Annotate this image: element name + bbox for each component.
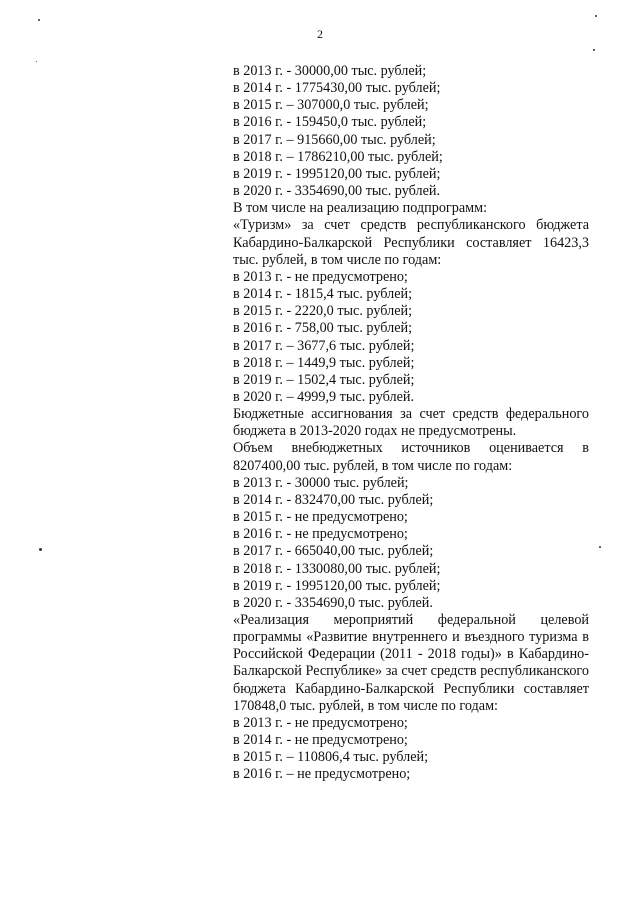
- text-line: в 2018 г. – 1449,9 тыс. рублей;: [233, 354, 415, 371]
- text-line: В том числе на реализацию подпрограмм:: [233, 200, 488, 217]
- text-line: в 2013 г. - не предусмотрено;: [233, 714, 408, 731]
- text-line: в 2019 г. - 1995120,00 тыс. рублей;: [233, 165, 441, 182]
- text-line: в 2013 г. - не предусмотрено;: [233, 268, 408, 285]
- text-line: в 2016 г. – не предусмотрено;: [233, 766, 411, 783]
- text-line: в 2016 г. - 159450,0 тыс. рублей;: [233, 114, 427, 131]
- text-line: в 2016 г. - 758,00 тыс. рублей;: [233, 320, 413, 337]
- extrabudget-paragraph: Объем внебюджетных источников оценивается в 8207400,00 тыс. рублей, в том числе по годам:: [233, 440, 589, 474]
- text-line: в 2015 г. – 110806,4 тыс. рублей;: [233, 749, 429, 766]
- text-line: в 2015 г. – 307000,0 тыс. рублей;: [233, 97, 429, 114]
- text-line: в 2020 г. – 4999,9 тыс. рублей.: [233, 388, 414, 405]
- federal-program-paragraph: «Реализация мероприятий федеральной целевой программы «Развитие внутреннего и въездного туризма в Российской Федерации (2011 - 2018 годы)» в Кабардино-Балкарской Республике» за счет средств республиканского бюджета Кабардино-Балкарской Республики составляет 170848,0 тыс. рублей, в том числе по годам:: [233, 612, 589, 714]
- text-line: в 2014 г. - 1775430,00 тыс. рублей;: [233, 80, 441, 97]
- page-number: 2: [317, 27, 323, 41]
- text-line: в 2013 г. - 30000,00 тыс. рублей;: [233, 63, 427, 79]
- text-line: в 2020 г. - 3354690,0 тыс. рублей.: [233, 594, 433, 611]
- scan-speck: [36, 61, 37, 62]
- text-line: в 2015 г. - 2220,0 тыс. рублей;: [233, 303, 413, 320]
- federal-budget-paragraph: Бюджетные ассигнования за счет средств федерального бюджета в 2013-2020 годах не предусмотрены.: [233, 406, 589, 440]
- text-line: в 2014 г. - не предусмотрено;: [233, 732, 408, 749]
- text-line: в 2018 г. - 1330080,00 тыс. рублей;: [233, 560, 441, 577]
- text-line: в 2018 г. – 1786210,00 тыс. рублей;: [233, 148, 443, 165]
- text-line: в 2013 г. - 30000 тыс. рублей;: [233, 474, 409, 491]
- text-line: в 2017 г. - 665040,00 тыс. рублей;: [233, 543, 434, 560]
- scan-speck: [39, 548, 42, 551]
- text-line: в 2015 г. - не предусмотрено;: [233, 509, 408, 526]
- text-line: в 2017 г. – 3677,6 тыс. рублей;: [233, 337, 415, 354]
- text-line: в 2014 г. - 1815,4 тыс. рублей;: [233, 286, 413, 303]
- tourism-paragraph: «Туризм» за счет средств республиканского бюджета Кабардино-Балкарской Республики составляет 16423,3 тыс. рублей, в том числе по годам:: [233, 217, 589, 268]
- document-body: [233, 63, 589, 784]
- text-line: в 2016 г. - не предусмотрено;: [233, 526, 408, 543]
- text-line: в 2017 г. – 915660,00 тыс. рублей;: [233, 131, 436, 148]
- scan-speck: [595, 15, 597, 17]
- scan-speck: [38, 19, 40, 21]
- text-line: в 2019 г. – 1502,4 тыс. рублей;: [233, 371, 415, 388]
- text-line: в 2014 г. - 832470,00 тыс. рублей;: [233, 491, 434, 508]
- text-line: в 2019 г. - 1995120,00 тыс. рублей;: [233, 577, 441, 594]
- scan-speck: [593, 49, 595, 51]
- scan-speck: [599, 546, 601, 548]
- text-line: в 2020 г. - 3354690,00 тыс. рублей.: [233, 183, 441, 200]
